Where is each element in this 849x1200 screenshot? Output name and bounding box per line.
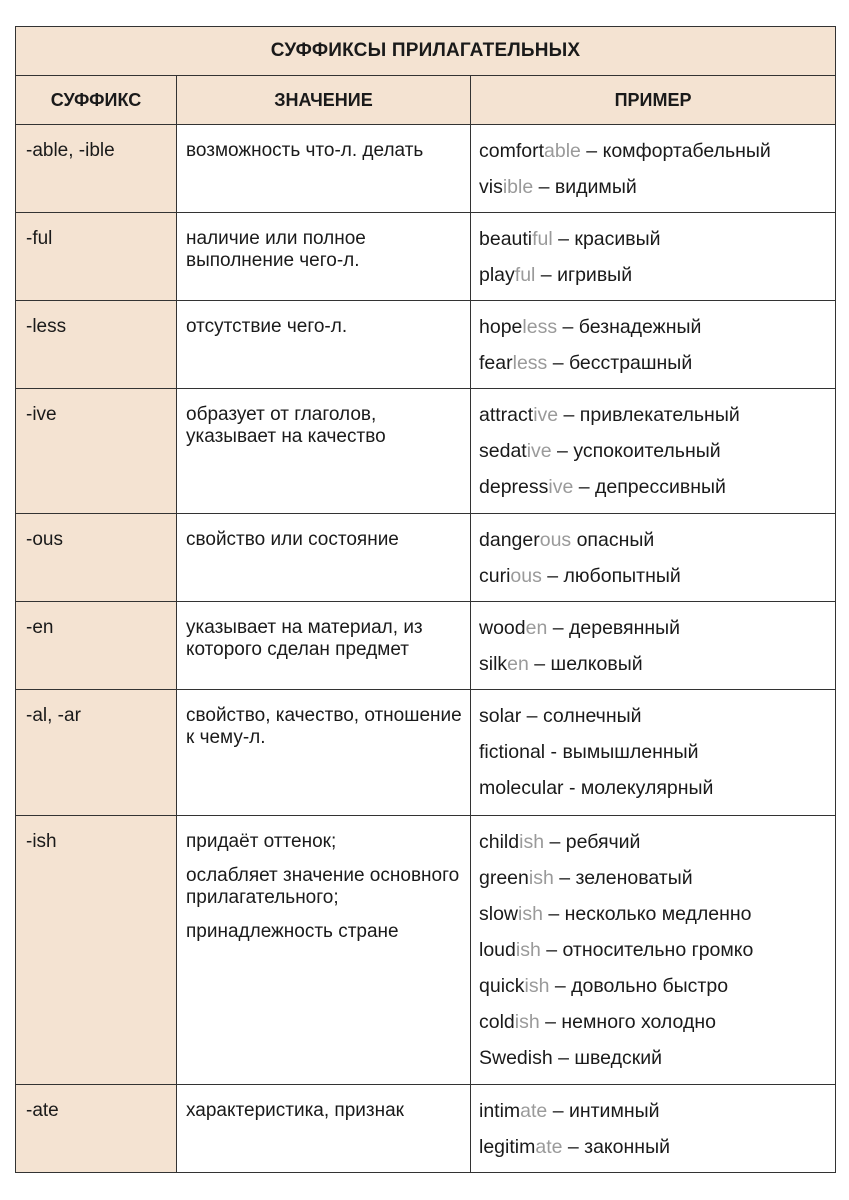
table-row — [16, 1085, 836, 1173]
example-line — [479, 1047, 829, 1070]
header-example: ПРИМЕР — [471, 76, 836, 125]
table-row — [16, 301, 836, 389]
meaning-text: придаёт оттенок; — [186, 831, 337, 852]
example-translation: – ребячий — [544, 831, 641, 853]
meaning-text: свойство или состояние — [186, 529, 399, 550]
header-meaning: ЗНАЧЕНИЕ — [177, 76, 471, 125]
example-stem: wood — [479, 617, 526, 639]
meaning-cell — [177, 514, 471, 602]
example-translation: – интимный — [547, 1100, 660, 1122]
example-translation: – привлекательный — [558, 404, 740, 426]
example-stem: danger — [479, 529, 540, 551]
meaning-text: возможность что-л. делать — [186, 140, 424, 161]
example-stem: child — [479, 831, 520, 853]
example-translation: – любопытный — [541, 565, 681, 587]
example-stem: green — [479, 867, 529, 889]
example-cell — [471, 389, 836, 514]
example-stem: intim — [479, 1100, 521, 1122]
example-suffix: ous — [539, 529, 572, 551]
example-suffix: ful — [514, 264, 536, 286]
example-line — [479, 1011, 829, 1034]
example-line — [479, 404, 829, 427]
example-suffix: ive — [548, 476, 574, 498]
example-stem: Swedish – шведский — [479, 1047, 663, 1069]
table-title: СУФФИКСЫ ПРИЛАГАТЕЛЬНЫХ — [16, 27, 836, 76]
example-translation: – депрессивный — [573, 476, 726, 498]
example-stem: comfort — [479, 140, 545, 162]
example-line — [479, 741, 829, 764]
meaning-text: образует от глаголов, указывает на качество — [186, 404, 386, 447]
meaning-cell — [177, 389, 471, 514]
example-line — [479, 867, 829, 890]
example-stem: loud — [479, 939, 516, 961]
meaning-text: ослабляет значение основного прилагательного; — [186, 865, 460, 908]
example-line — [479, 617, 829, 640]
example-translation: – деревянный — [547, 617, 681, 639]
example-line — [479, 653, 829, 676]
example-suffix: en — [507, 653, 529, 675]
meaning-text: свойство, качество, отношение к чему-л. — [186, 705, 462, 748]
example-translation: – комфортабельный — [580, 140, 771, 162]
suffix-cell: -ful — [16, 213, 177, 301]
table-row — [16, 602, 836, 690]
table-row — [16, 690, 836, 816]
example-cell — [471, 602, 836, 690]
example-stem: vis — [479, 176, 503, 198]
meaning-cell — [177, 301, 471, 389]
meaning-text: отсутствие чего-л. — [186, 316, 348, 337]
example-translation: – игривый — [535, 264, 633, 286]
suffix-cell: -en — [16, 602, 177, 690]
example-stem: solar – солнечный — [479, 705, 642, 727]
example-line — [479, 903, 829, 926]
example-suffix: ful — [532, 228, 553, 250]
example-translation: – несколько медленно — [542, 903, 752, 925]
example-translation: – относительно громко — [540, 939, 754, 961]
table-body — [16, 125, 836, 1173]
meaning-cell — [177, 1085, 471, 1173]
meaning-cell — [177, 690, 471, 816]
suffix-cell: -less — [16, 301, 177, 389]
example-line — [479, 831, 829, 854]
example-line — [479, 440, 829, 463]
example-suffix: ate — [535, 1136, 563, 1158]
example-stem: curi — [479, 565, 511, 587]
example-stem: fictional - вымышленный — [479, 741, 699, 763]
example-line — [479, 777, 829, 800]
example-stem: play — [479, 264, 515, 286]
meaning-text: характеристика, признак — [186, 1100, 404, 1121]
example-translation: – бесстрашный — [547, 352, 693, 374]
meaning-cell — [177, 125, 471, 213]
example-stem: slow — [479, 903, 519, 925]
example-suffix: ish — [519, 831, 545, 853]
example-cell — [471, 213, 836, 301]
example-line — [479, 975, 829, 998]
suffix-cell: -ive — [16, 389, 177, 514]
example-suffix: ous — [510, 565, 542, 587]
example-stem: cold — [479, 1011, 515, 1033]
suffix-cell: -ous — [16, 514, 177, 602]
header-row — [16, 76, 836, 125]
example-line — [479, 939, 829, 962]
example-line — [479, 476, 829, 499]
example-translation: – безнадежный — [557, 316, 702, 338]
table-row — [16, 514, 836, 602]
example-stem: beauti — [479, 228, 533, 250]
example-line — [479, 140, 829, 163]
example-line — [479, 176, 829, 199]
title-row — [16, 27, 836, 76]
header-suffix: СУФФИКС — [16, 76, 177, 125]
example-cell — [471, 1085, 836, 1173]
example-line — [479, 705, 829, 728]
example-suffix: ish — [518, 903, 543, 925]
example-cell — [471, 514, 836, 602]
example-line — [479, 1136, 829, 1159]
example-stem: molecular - молекулярный — [479, 777, 714, 799]
table-row — [16, 213, 836, 301]
example-suffix: ish — [514, 1011, 540, 1033]
suffix-cell: -ate — [16, 1085, 177, 1173]
meaning-cell — [177, 602, 471, 690]
suffix-table — [15, 26, 836, 1173]
example-suffix: ive — [533, 404, 559, 426]
suffix-cell: -ish — [16, 816, 177, 1085]
example-suffix: less — [512, 352, 548, 374]
example-translation: – видимый — [533, 176, 637, 198]
example-line — [479, 264, 829, 287]
table-row — [16, 125, 836, 213]
example-stem: quick — [479, 975, 525, 997]
example-translation: – законный — [562, 1136, 670, 1158]
example-line — [479, 565, 829, 588]
table-row — [16, 389, 836, 514]
example-line — [479, 1100, 829, 1123]
example-cell — [471, 125, 836, 213]
example-line — [479, 529, 829, 552]
example-stem: hope — [479, 316, 523, 338]
example-translation: – шелковый — [528, 653, 643, 675]
example-suffix: less — [522, 316, 558, 338]
example-suffix: ish — [528, 867, 554, 889]
example-cell — [471, 816, 836, 1085]
example-suffix: ive — [526, 440, 552, 462]
example-stem: legitim — [479, 1136, 536, 1158]
example-stem: sedat — [479, 440, 527, 462]
suffix-cell: -al, -ar — [16, 690, 177, 816]
meaning-cell — [177, 213, 471, 301]
example-suffix: ish — [524, 975, 550, 997]
example-suffix: ate — [520, 1100, 548, 1122]
example-translation: опасный — [571, 529, 655, 551]
table-row — [16, 816, 836, 1085]
example-translation: – немного холодно — [539, 1011, 716, 1033]
example-stem: attract — [479, 404, 534, 426]
example-suffix: ish — [515, 939, 541, 961]
meaning-text: принадлежность стране — [186, 921, 399, 942]
example-translation: – успокоительный — [551, 440, 721, 462]
example-line — [479, 316, 829, 339]
example-stem: fear — [479, 352, 513, 374]
example-cell — [471, 301, 836, 389]
suffix-cell: -able, -ible — [16, 125, 177, 213]
example-stem: silk — [479, 653, 508, 675]
meaning-text: указывает на материал, из которого сделан предмет — [186, 617, 423, 660]
example-suffix: able — [544, 140, 581, 162]
example-stem: depress — [479, 476, 549, 498]
meaning-cell — [177, 816, 471, 1085]
example-line — [479, 228, 829, 251]
meaning-text: наличие или полное выполнение чего-л. — [186, 228, 366, 271]
example-suffix: ible — [502, 176, 534, 198]
example-translation: – довольно быстро — [549, 975, 729, 997]
example-line — [479, 352, 829, 375]
example-suffix: en — [525, 617, 548, 639]
example-translation: – красивый — [552, 228, 661, 250]
example-cell — [471, 690, 836, 816]
example-translation: – зеленоватый — [553, 867, 693, 889]
